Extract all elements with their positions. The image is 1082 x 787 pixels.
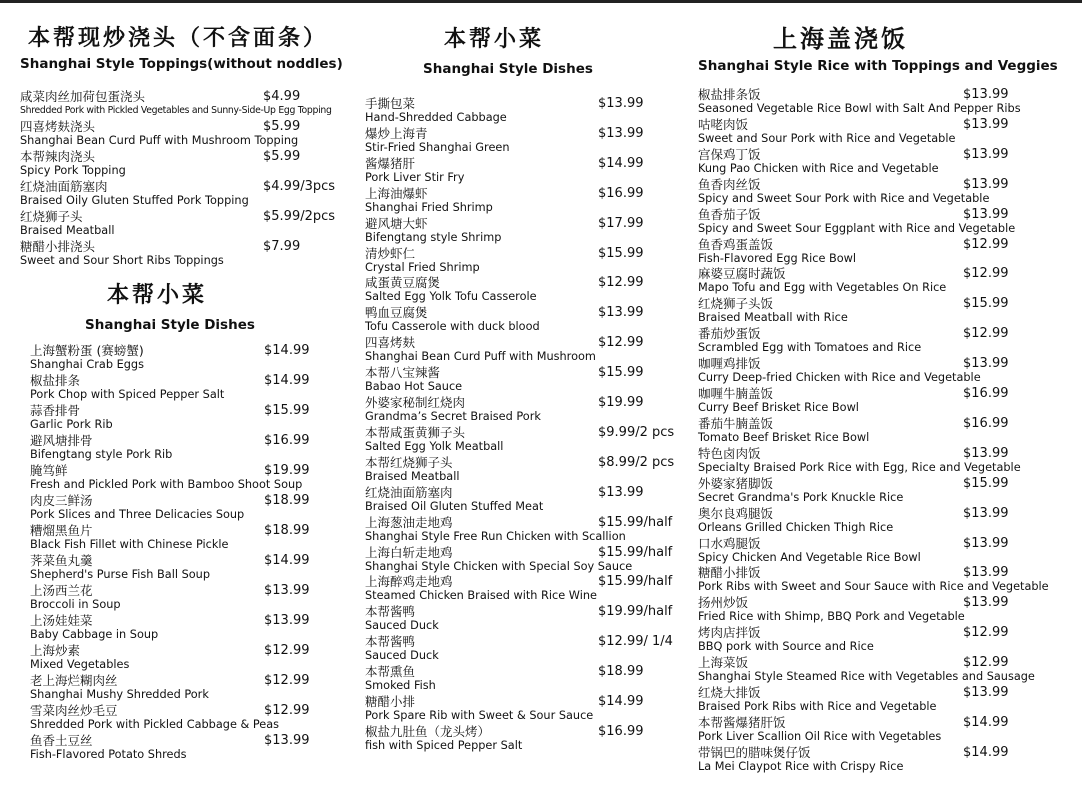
menu-item [698,596,1078,625]
item-name-en: Pork Spare Rib with Sweet & Sour Sauce [365,709,594,722]
menu-item [698,238,1078,267]
item-name-en: Grandma’s Secret Braised Pork [365,410,541,423]
item-price: $15.99/half [598,544,673,560]
item-name-en: Black Fish Fillet with Chinese Pickle [30,538,229,551]
item-price: $14.99 [264,343,310,358]
menu-item [698,387,1078,416]
item-name-en: Shanghai Bean Curd Puff with Mushroom Topping [20,134,299,147]
item-name-en: Shredded Pork with Pickled Vegetables and Sunny-Side-Up Egg Topping [20,105,332,116]
item-name-en: Fried Rice with Shimp, BBQ Pork and Vegetable [698,610,965,624]
menu-item [365,725,685,754]
item-name-zh: 椒盐九肚鱼（龙头烤） [365,723,491,739]
menu-item [698,118,1078,147]
item-name-en: Pork Chop with Spiced Pepper Salt [30,388,225,401]
menu-item [365,695,685,724]
item-price: $9.99/2 pcs [598,424,675,440]
item-name-zh: 鸭血豆腐煲 [365,305,428,321]
item-price: $13.99 [598,96,644,111]
item-name-en: Salted Egg Yolk Tofu Casserole [365,290,537,304]
menu-item [365,396,685,425]
toppings-title-zh: 本帮现炒浇头（不含面条） [28,25,329,51]
item-price: $12.99 [264,703,310,718]
menu-item [365,665,685,694]
item-price: $18.99 [264,523,310,538]
menu-item [30,404,350,433]
menu-item [30,644,350,673]
dishes-mid-section [365,0,685,787]
menu-item [365,486,685,515]
item-price: $13.99 [963,146,1009,162]
item-name-en: Pork Liver Scallion Oil Rice with Vegetables [698,729,942,743]
menu-item [698,566,1078,595]
item-price: $15.99 [598,245,644,261]
menu-item [698,267,1078,296]
item-name-en: Salted Egg Yolk Meatball [365,439,504,453]
item-price: $12.99 [963,625,1009,641]
item-name-en: Broccoli in Soup [30,598,121,611]
item-price: $18.99 [598,664,644,680]
item-name-zh: 避风塘大虾 [365,215,428,231]
item-name-en: La Mei Claypot Rice with Crispy Rice [698,759,904,773]
item-name-zh: 肉皮三鲜汤 [30,493,93,508]
menu-item [365,456,685,485]
item-name-en: Stir-Fried Shanghai Green [365,140,510,154]
menu-item [365,336,685,365]
item-name-en: Curry Deep-fried Chicken with Rice and Vegetable [698,371,981,385]
item-name-zh: 上汤西兰花 [30,583,93,598]
menu-item [698,417,1078,446]
item-name-zh: 糖醋小排饭 [698,565,761,581]
item-price: $5.99 [263,119,301,134]
item-name-en: Sweet and Sour Short Ribs Toppings [20,254,224,267]
item-name-zh: 带锅巴的腊味煲仔饭 [698,744,811,760]
item-price: $17.99 [598,215,644,231]
item-name-zh: 咸菜肉丝加荷包蛋浇头 [20,89,146,104]
item-price: $13.99 [598,484,644,500]
item-name-zh: 红烧油面筋塞肉 [20,179,108,194]
item-name-zh: 外婆家秘制红烧肉 [365,395,466,410]
item-price: $19.99/half [598,604,673,620]
item-name-zh: 鱼香土豆丝 [30,733,93,748]
item-name-zh: 上海蟹粉蛋 (赛螃蟹) [30,343,144,358]
item-name-en: Spicy Chicken And Vegetable Rice Bowl [698,550,921,564]
item-name-zh: 特色卤肉饭 [698,445,761,461]
item-name-en: Spicy Pork Topping [20,164,126,177]
item-name-zh: 本帮辣肉浇头 [20,149,96,164]
item-price: $19.99 [598,395,644,410]
item-name-zh: 清炒虾仁 [365,245,416,261]
toppings-title-en: Shanghai Style Toppings(without noddles) [20,56,343,72]
menu-item [698,477,1078,506]
item-name-en: Shanghai Style Chicken with Special Soy Sauce [365,559,633,573]
item-price: $13.99 [963,505,1009,521]
menu-item [365,516,685,545]
menu-item [698,88,1078,117]
menu-item [365,635,685,664]
item-name-zh: 酱爆猪肝 [365,155,416,171]
item-name-zh: 上海葱油走地鸡 [365,514,453,530]
item-name-zh: 椒盐排条 [30,373,81,388]
item-name-zh: 咖喱鸡排饭 [698,356,761,372]
item-name-zh: 糟熘黑鱼片 [30,523,93,538]
item-name-zh: 上海醉鸡走地鸡 [365,574,453,590]
menu-item [30,494,350,523]
item-name-zh: 红烧油面筋塞肉 [365,484,453,500]
item-name-zh: 宫保鸡丁饭 [698,146,761,162]
item-name-en: Fish-Flavored Potato Shreds [30,748,187,761]
menu-item [698,208,1078,237]
item-price: $15.99 [598,365,644,381]
item-name-zh: 麻婆豆腐时蔬饭 [698,266,786,282]
menu-item [365,605,685,634]
item-price: $16.99 [963,415,1009,431]
item-name-en: Curry Beef Brisket Rice Bowl [698,401,859,414]
menu-item [30,584,350,613]
item-name-en: Mapo Tofu and Egg with Vegetables On Rice [698,281,947,295]
item-name-en: Braised Oil Gluten Stuffed Meat [365,499,544,513]
menu-item [30,344,350,373]
menu-item [365,247,685,276]
item-price: $13.99 [264,733,310,748]
item-price: $19.99 [264,463,310,478]
item-price: $4.99/3pcs [263,179,336,194]
item-name-en: Crystal Fried Shrimp [365,260,480,274]
menu-item [365,306,685,335]
item-price: $14.99 [963,714,1009,730]
item-price: $13.99 [598,305,644,321]
item-price: $5.99 [263,149,301,164]
item-name-zh: 咕咾肉饭 [698,116,749,132]
item-price: $12.99 [264,673,310,688]
item-name-en: Braised Meatball with Rice [698,311,848,325]
item-name-zh: 红烧狮子头 [20,209,83,224]
item-name-zh: 本帮八宝辣酱 [365,365,441,381]
item-name-zh: 鱼香鸡蛋盖饭 [698,236,774,252]
item-name-en: Pork Liver Stir Fry [365,170,465,184]
menu-item [698,357,1078,386]
menu-item [365,127,685,156]
item-name-zh: 咸蛋黄豆腐煲 [365,275,441,291]
item-name-zh: 鱼香肉丝饭 [698,176,761,192]
item-name-en: Seasoned Vegetable Rice Bowl with Salt And Pepper Ribs [698,102,1021,115]
item-name-en: BBQ pork with Source and Rice [698,640,874,654]
item-price: $12.99/ 1/4 [598,634,673,650]
item-name-zh: 四喜烤麸 [365,335,416,351]
item-name-en: Braised Meatball [365,469,460,483]
dishes-left-section [30,0,350,787]
item-name-zh: 雪菜肉丝炒毛豆 [30,703,118,718]
menu-item [365,426,685,455]
item-price: $13.99 [963,685,1009,700]
item-price: $13.99 [264,613,310,628]
menu-item [30,674,350,703]
item-name-zh: 本帮酱爆猪肝饭 [698,714,786,730]
item-name-en: Braised Pork Ribs with Rice and Vegetable [698,700,937,713]
menu-item [698,537,1078,566]
item-name-en: Tofu Casserole with duck blood [365,320,540,334]
dishes-left-title-zh: 本帮小菜 [107,282,208,308]
item-name-en: Shepherd's Purse Fish Ball Soup [30,568,211,581]
item-name-zh: 本帮酱鸭 [365,634,416,650]
item-price: $13.99 [598,125,644,141]
item-name-zh: 腌笃鲜 [30,463,68,478]
item-name-zh: 红烧大排饭 [698,685,761,700]
item-name-zh: 糖醋小排浇头 [20,239,96,254]
item-price: $13.99 [963,206,1009,222]
item-name-en: Spicy and Sweet Sour Eggplant with Rice and Vegetable [698,221,1016,235]
item-price: $13.99 [264,583,310,598]
menu-item [698,746,1078,775]
menu-item [30,524,350,553]
item-name-zh: 番茄牛腩盖饭 [698,415,774,431]
item-name-zh: 手撕包菜 [365,96,416,111]
item-name-zh: 避风塘排骨 [30,433,93,448]
item-name-en: Baby Cabbage in Soup [30,628,159,641]
item-name-en: Hand-Shredded Cabbage [365,111,507,124]
item-name-zh: 上海油爆虾 [365,185,428,201]
item-name-en: Pork Ribs with Sweet and Sour Sauce with Rice and Vegetable [698,580,1049,594]
menu-item [30,374,350,403]
menu-item [365,97,685,126]
dishes-mid-title-en: Shanghai Style Dishes [423,61,593,77]
item-price: $15.99/half [598,514,673,530]
menu-item [698,297,1078,326]
item-name-en: Secret Grandma's Pork Knuckle Rice [698,490,904,504]
item-price: $18.99 [264,493,310,508]
rice-title-en: Shanghai Style Rice with Toppings and Veggies [698,58,1058,74]
item-price: $13.99 [963,535,1009,551]
item-price: $12.99 [264,643,310,658]
item-name-zh: 糖醋小排 [365,694,416,709]
item-name-zh: 上海炒素 [30,643,81,658]
menu-item [30,614,350,643]
item-name-en: Braised Meatball [20,224,115,237]
menu-item [698,327,1078,356]
item-name-en: Shanghai Mushy Shredded Pork [30,688,209,701]
item-price: $16.99 [963,386,1009,401]
item-price: $4.99 [263,89,301,104]
item-name-en: Shanghai Fried Shrimp [365,200,493,214]
item-name-en: Fish-Flavored Egg Rice Bowl [698,251,857,265]
menu-item [30,554,350,583]
item-name-en: Shredded Pork with Pickled Cabbage & Peas [30,718,280,731]
item-price: $5.99/2pcs [263,209,336,224]
item-name-en: Sauced Duck [365,649,439,663]
item-name-zh: 上汤娃娃菜 [30,613,93,628]
menu-item [365,157,685,186]
item-name-zh: 奥尔良鸡腿饭 [698,505,774,521]
item-name-zh: 上海白斩走地鸡 [365,544,453,560]
dishes-mid-title-zh: 本帮小菜 [444,26,545,52]
item-name-en: Tomato Beef Brisket Rice Bowl [698,430,870,444]
menu-item [698,148,1078,177]
item-name-zh: 口水鸡腿饭 [698,535,761,551]
item-name-en: Steamed Chicken Braised with Rice Wine [365,589,597,603]
item-name-zh: 荠菜鱼丸羹 [30,553,93,568]
item-name-zh: 本帮熏鱼 [365,664,416,680]
item-name-en: Sauced Duck [365,619,439,633]
item-price: $15.99/half [598,574,673,590]
item-name-zh: 本帮红烧狮子头 [365,454,453,470]
menu-item [30,434,350,463]
item-name-zh: 四喜烤麸浇头 [20,119,96,134]
item-name-en: Orleans Grilled Chicken Thigh Rice [698,520,894,534]
menu-item [30,464,350,493]
item-name-en: Sweet and Sour Pork with Rice and Vegetable [698,131,956,145]
item-price: $14.99 [264,553,310,568]
menu-item [698,686,1078,715]
item-price: $13.99 [963,595,1009,611]
item-name-en: Spicy and Sweet Sour Pork with Rice and Vegetable [698,191,990,205]
item-price: $13.99 [963,116,1009,132]
item-name-en: Shanghai Bean Curd Puff with Mushroom [365,350,596,364]
item-name-en: Pork Slices and Three Delicacies Soup [30,508,245,521]
item-price: $12.99 [963,266,1009,282]
item-name-en: fish with Spiced Pepper Salt [365,738,523,752]
item-price: $12.99 [963,326,1009,342]
menu-item [30,704,350,733]
menu-item [365,187,685,216]
item-name-zh: 本帮咸蛋黄狮子头 [365,424,466,440]
item-name-en: Shanghai Crab Eggs [30,358,144,371]
menu-item [698,447,1078,476]
menu-item [365,217,685,246]
item-name-en: Kung Pao Chicken with Rice and Vegetable [698,161,939,175]
menu-item [365,276,685,305]
item-price: $14.99 [264,373,310,388]
item-name-zh: 咖喱牛腩盖饭 [698,386,774,401]
menu-item [365,366,685,395]
menu-item [365,546,685,575]
item-name-zh: 烤肉店拌饭 [698,625,761,641]
item-name-zh: 爆炒上海青 [365,125,428,141]
item-name-zh: 上海菜饭 [698,655,749,671]
item-price: $13.99 [963,87,1009,102]
item-price: $12.99 [598,335,644,351]
item-price: $14.99 [963,744,1009,760]
menu-item [698,656,1078,685]
item-name-zh: 外婆家猪脚饭 [698,475,774,491]
item-price: $16.99 [264,433,310,448]
item-name-en: Shanghai Style Steamed Rice with Vegetables and Sausage [698,670,1035,684]
item-price: $13.99 [963,176,1009,192]
item-name-en: Babao Hot Sauce [365,380,463,394]
item-name-en: Scrambled Egg with Tomatoes and Rice [698,341,922,355]
item-name-zh: 番茄炒蛋饭 [698,326,761,342]
menu-item [30,734,350,763]
item-price: $12.99 [963,655,1009,671]
menu-item [698,626,1078,655]
item-price: $13.99 [963,445,1009,461]
item-price: $16.99 [598,723,644,739]
item-price: $14.99 [598,694,644,709]
item-name-zh: 本帮酱鸭 [365,604,416,620]
menu-item [698,178,1078,207]
item-name-en: Fresh and Pickled Pork with Bamboo Shoot Soup [30,478,303,491]
item-price: $16.99 [598,185,644,201]
item-name-zh: 扬州炒饭 [698,595,749,611]
item-price: $12.99 [598,275,644,291]
item-name-en: Shanghai Style Free Run Chicken with Scallion [365,529,626,543]
item-price: $15.99 [264,403,310,418]
item-price: $13.99 [963,565,1009,581]
item-name-en: Bifengtang style Pork Rib [30,448,173,461]
item-name-en: Braised Oily Gluten Stuffed Pork Topping [20,194,249,207]
item-name-en: Mixed Vegetables [30,658,130,671]
item-name-en: Garlic Pork Rib [30,418,113,431]
dishes-left-title-en: Shanghai Style Dishes [85,317,255,333]
item-price: $14.99 [598,155,644,171]
item-name-zh: 椒盐排条饭 [698,87,761,102]
rice-section [698,0,1078,787]
item-name-zh: 蒜香排骨 [30,403,81,418]
item-price: $12.99 [963,236,1009,252]
item-name-zh: 红烧狮子头饭 [698,296,774,312]
rice-title-zh: 上海盖浇饭 [773,24,908,53]
item-price: $8.99/2 pcs [598,454,675,470]
item-price: $15.99 [963,475,1009,491]
menu-item [365,575,685,604]
item-name-en: Smoked Fish [365,679,436,693]
item-price: $13.99 [963,356,1009,372]
item-name-en: Bifengtang style Shrimp [365,230,502,244]
menu-item [698,716,1078,745]
item-price: $15.99 [963,296,1009,312]
item-name-zh: 老上海烂糊肉丝 [30,673,118,688]
item-price: $7.99 [263,239,301,254]
item-name-zh: 鱼香茄子饭 [698,206,761,222]
item-name-en: Specialty Braised Pork Rice with Egg, Rice and Vegetable [698,460,1021,474]
menu-item [698,507,1078,536]
